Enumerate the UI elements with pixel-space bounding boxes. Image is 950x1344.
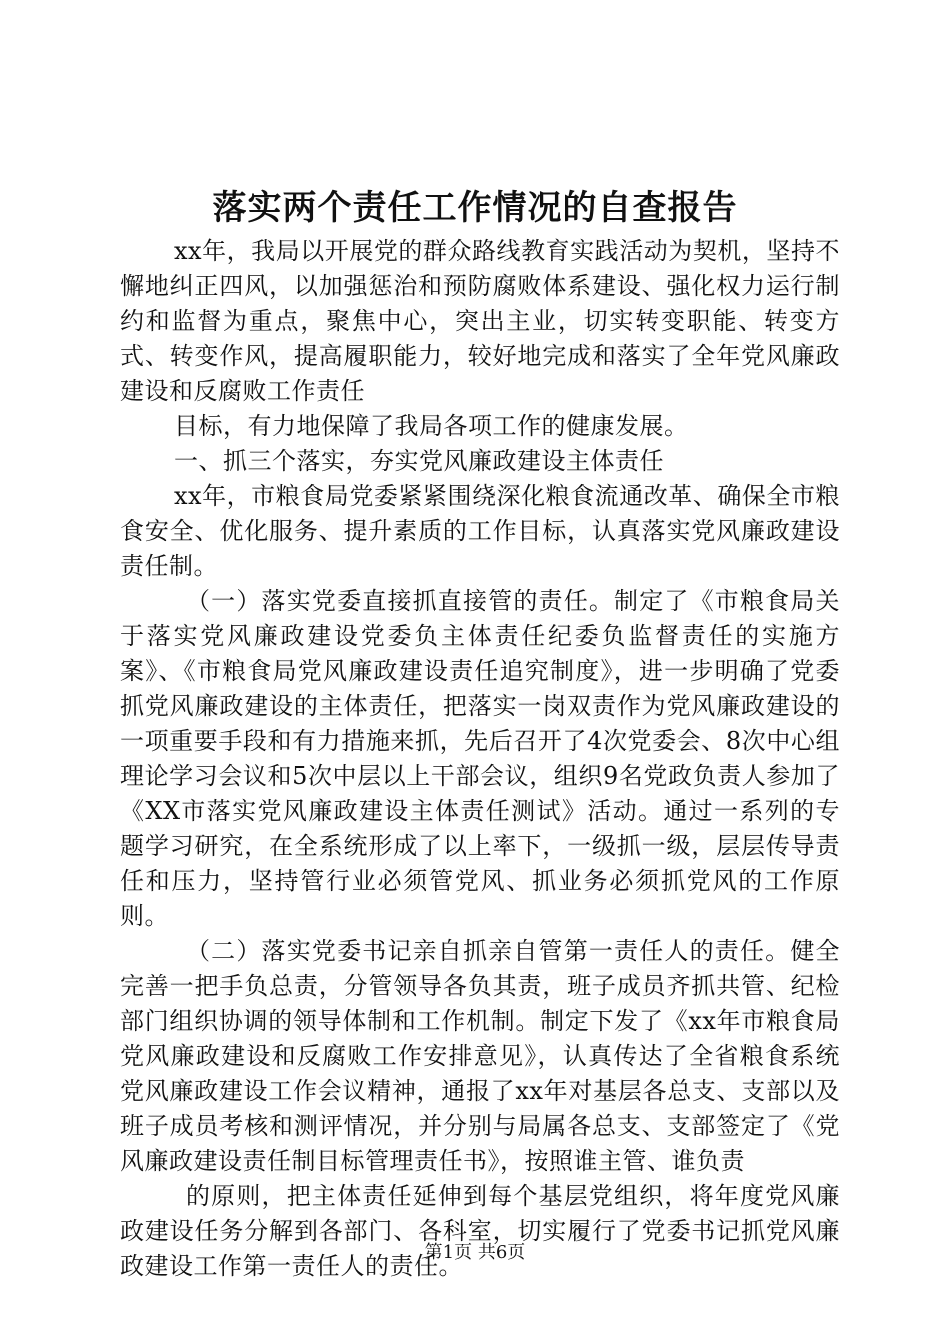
- paragraph-item-2: （二）落实党委书记亲自抓亲自管第一责任人的责任。健全完善一把手负总责，分管领导各负其责，班子成员齐抓共管、纪检部门组织协调的领导体制和工作机制。制定下发了《xx年市粮食局党风廉政建设和反腐败工作安排意见》，认真传达了全省粮食系统党风廉政建设工作会议精神，通报了xx年对基层各总支、支部以及班子成员考核和测评情况，并分别与局属各总支、支部签定了《党风廉政建设责任制目标管理责任书》，按照谁主管、谁负责: [120, 937, 840, 1175]
- paragraph-item-1: （一）落实党委直接抓直接管的责任。制定了《市粮食局关于落实党风廉政建设党委负主体责任纪委负监督责任的实施方案》、《市粮食局党风廉政建设责任追究制度》，进一步明确了党委抓党风廉政建设的主体责任，把落实一岗双责作为党风廉政建设的一项重要手段和有力措施来抓，先后召开了4次党委会、8次中心组理论学习会议和5次中层以上干部会议，组织9名党政负责人参加了《XX市落实党风廉政建设主体责任测试》活动。通过一系列的专题学习研究，在全系统形成了以上率下，一级抓一级，层层传导责任和压力，坚持管行业必须管党风、抓业务必须抓党风的工作原则。: [120, 587, 840, 930]
- paragraph-intro: xx年，我局以开展党的群众路线教育实践活动为契机，坚持不懈地纠正四风，以加强惩治和预防腐败体系建设、强化权力运行制约和监督为重点，聚焦中心，突出主业，切实转变职能、转变方式、转变作风，提高履职能力，较好地完成和落实了全年党风廉政建设和反腐败工作责任: [120, 237, 840, 405]
- document-title: 落实两个责任工作情况的自查报告: [212, 188, 738, 228]
- page-number-footer: 第1页 共6页: [424, 1242, 526, 1263]
- paragraph-section-1: xx年，市粮食局党委紧紧围绕深化粮食流通改革、确保全市粮食安全、优化服务、提升素质的工作目标，认真落实党风廉政建设责任制。: [120, 482, 840, 580]
- document-body: [120, 234, 840, 1284]
- paragraph-intro-continued: 目标，有力地保障了我局各项工作的健康发展。: [174, 412, 689, 440]
- section-heading-1: 一、抓三个落实，夯实党风廉政建设主体责任: [174, 447, 664, 475]
- paragraph-item-2-continued: 的原则，把主体责任延伸到每个基层党组织，将年度党风廉政建设任务分解到各部门、各科室，切实履行了党委书记抓党风廉政建设工作第一责任人的责任。: [120, 1182, 840, 1280]
